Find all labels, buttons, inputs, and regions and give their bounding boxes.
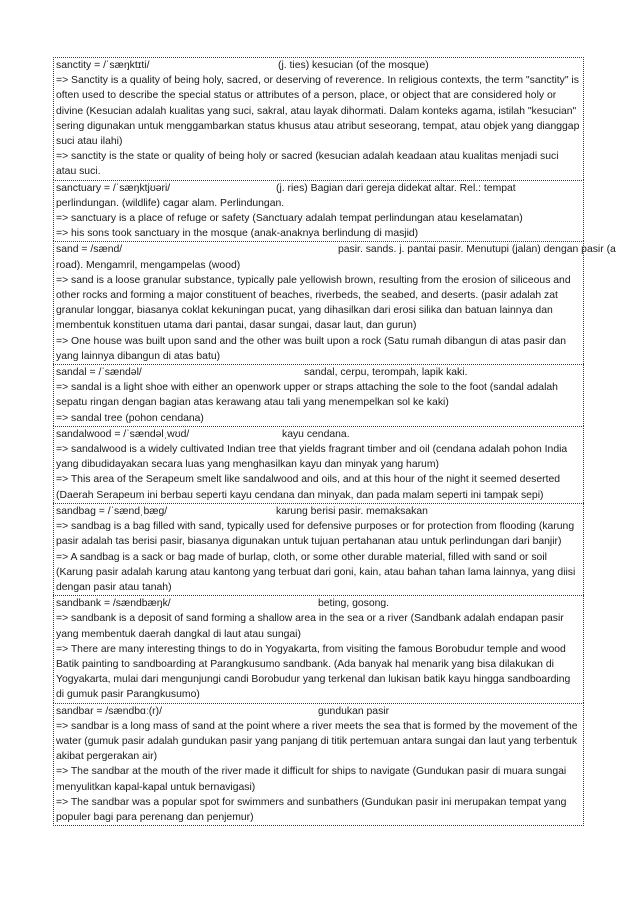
headword: sand = /sænd/ xyxy=(56,244,123,256)
definition: (j. ties) kesucian (of the mosque) xyxy=(278,60,429,71)
entry-line: => sandbag is a bag filled with sand, typically used for defensive purposes or for protection from flooding (karung pasir adalah tas berisi pasir, biasanya digunakan untuk tujuan pertahanan atau untuk perlindungan dari banjir) xyxy=(56,521,575,548)
headword: sandbank = /sændbæŋk/ xyxy=(56,598,171,610)
entry-line: => sandalwood is a widely cultivated Indian tree that yields fragrant timber and oil (cendana adalah pohon India yang dibudidayakan secara luas yang menghasilkan kayu dan minyak yang harum) xyxy=(56,444,568,471)
entry-sanctuary xyxy=(53,180,584,242)
entry-header xyxy=(56,181,581,196)
headword: sandalwood = /ˈsændəlˌwʊd/ xyxy=(56,428,190,440)
entry-line: => sandal is a light shoe with either an openwork upper or straps attaching the sole to the foot (sandal adalah sepatu ringan dengan bagian atas kerawang atau tali yang menempelkan sol ke kaki) xyxy=(56,382,558,409)
entry-line: => sanctuary is a place of refuge or safety (Sanctuary adalah tempat perlindungan atau keselamatan) xyxy=(56,213,523,225)
entry-sandal xyxy=(53,364,584,426)
headword: sandbag = /ˈsændˌbæɡ/ xyxy=(56,505,168,517)
headword: sanctuary = /ˈsæŋktjʊəri/ xyxy=(56,182,171,194)
entry-sanctity xyxy=(53,57,584,180)
entry-sandbar xyxy=(53,703,584,827)
entry-sand xyxy=(53,241,616,364)
entry-sandbank xyxy=(53,595,584,702)
definition: (j. ries) Bagian dari gereja didekat altar. Rel.: tempat xyxy=(276,182,516,194)
entry-line: => sand is a loose granular substance, typically pale yellowish brown, resulting from the erosion of siliceous and other rocks and forming a major constituent of beaches, riverbeds, the seabed, and deserts. (pasir adalah zat granular longgar, biasanya coklat kekuningan pucat, yang dihasilkan dari erosi silika dan batuan lainnya dan membentuk konstituen utama dari pantai, dasar sungai, dasar laut, dan gurun) xyxy=(56,274,571,332)
entry-line: => A sandbag is a sack or bag made of burlap, cloth, or some other durable material, filled with sand or soil (Karung pasir adalah karung atau kantong yang terbuat dari goni, kain, atau bahan tahan lama lainnya, yang diisi dengan pasir atau tanah) xyxy=(56,551,576,593)
entry-line: road). Mengamril, mengampelas (wood) xyxy=(56,259,241,271)
entry-sandalwood xyxy=(53,426,584,503)
entry-line: => sandal tree (pohon cendana) xyxy=(56,412,204,424)
entry-line: => The sandbar at the mouth of the river made it difficult for ships to navigate (Gundukan pasir di muara sungai menyulitkan kapal-kapal untuk bernavigasi) xyxy=(56,766,567,793)
entry-header xyxy=(56,504,581,519)
entry-header xyxy=(56,704,581,719)
entry-header xyxy=(56,242,616,257)
entry-header xyxy=(56,427,581,442)
definition: kayu cendana. xyxy=(282,428,350,440)
entry-line: => The sandbar was a popular spot for swimmers and sunbathers (Gundukan pasir ini merupakan tempat yang populer bagi para perenang dan penjemur) xyxy=(56,796,567,823)
headword: sandbar = /sændbɑː(r)/ xyxy=(56,705,162,717)
entry-header xyxy=(56,365,581,380)
definition: karung berisi pasir. memaksakan xyxy=(276,505,428,517)
dictionary-page xyxy=(53,57,616,826)
entry-line: => This area of the Serapeum smelt like sandalwood and oils, and at this hour of the night it seemed deserted (Daerah Serapeum ini berbau seperti kayu cendana dan minyak, dan pada malam seperti ini tampak sepi) xyxy=(56,474,561,501)
headword: sanctity = /ˈsæŋktɪti/ xyxy=(56,60,150,71)
entry-line: => sandbar is a long mass of sand at the point where a river meets the sea that is formed by the movement of the water (gumuk pasir adalah gundukan pasir yang panjang di titik pertemuan antara sungai dan laut yang terbentuk akibat pergerakan air) xyxy=(56,720,578,763)
entry-line: => his sons took sanctuary in the mosque (anak-anaknya berlindung di masjid) xyxy=(56,228,419,240)
entry-line: perlindungan. (wildlife) cagar alam. Perlindungan. xyxy=(56,197,285,209)
definition: gundukan pasir xyxy=(318,705,390,717)
entry-line: => Sanctity is a quality of being holy, sacred, or deserving of reverence. In religious contexts, the term "sanctity" is often used to describe the special status or attributes of a person, place, or object that are considered holy or divine (Kesucian adalah kualitas yang suci, sakral, atau layak dihormati. Dalam konteks agama, istilah "kesucian" sering digunakan untuk menggambarkan status khusus atau atribut seseorang, tempat, atau objek yang dianggap suci atau ilahi) xyxy=(56,75,580,148)
definition: sandal, cerpu, terompah, lapik kaki. xyxy=(304,367,468,379)
entry-sandbag xyxy=(53,503,584,595)
definition: pasir. sands. j. pantai pasir. Menutupi (jalan) dengan pasir (a xyxy=(338,244,616,256)
entry-header xyxy=(56,58,581,73)
entry-line: => sanctity is the state or quality of being holy or sacred (kesucian adalah keadaan atau kualitas menjadi suci atau suci. xyxy=(56,151,559,178)
entry-header xyxy=(56,596,581,611)
headword: sandal = /ˈsændəl/ xyxy=(56,367,142,379)
definition: beting, gosong. xyxy=(318,598,390,610)
entry-line: => One house was built upon sand and the other was built upon a rock (Satu rumah dibangun di atas pasir dan yang lainnya dibangun di atas batu) xyxy=(56,335,567,362)
entry-line: => sandbank is a deposit of sand forming a shallow area in the sea or a river (Sandbank adalah endapan pasir yang membentuk daerah dangkal di laut atau sungai) xyxy=(56,613,564,640)
entry-line: => There are many interesting things to do in Yogyakarta, from visiting the famous Borobudur temple and wood Batik painting to sandboarding at Parangkusumo sandbank. (Ada banyak hal menarik yang bisa dilakukan di Yogyakarta, mulai dari mengunjungi candi Borobudur yang terkenal dan lukisan batik kayu hingga sandboarding di gumuk pasir Parangkusumo) xyxy=(56,643,571,701)
